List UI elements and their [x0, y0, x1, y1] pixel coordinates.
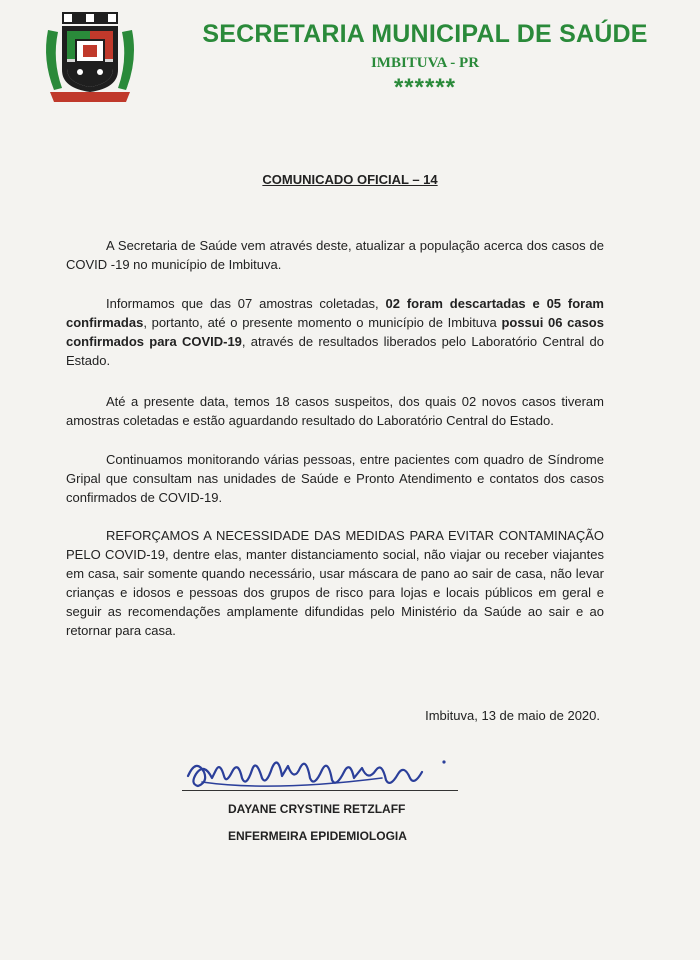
department-title: SECRETARIA MUNICIPAL DE SAÚDE — [202, 20, 648, 48]
header-stars: ****** — [393, 74, 457, 101]
paragraph-intro: A Secretaria de Saúde vem através deste, atualizar a população acerca dos casos de COVID -19 no município de Imbituva. — [66, 238, 604, 272]
paragraph-suspected: Até a presente data, temos 18 casos suspeitos, dos quais 02 novos casos tiveram amostras coletadas e estão aguardando resultado do Laboratório Central do Estado. — [66, 394, 604, 428]
paragraph-samples: Informamos que das 07 amostras coletadas, 02 foram descartadas e 05 foram confirmadas, portanto, até o presente momento o município de Imbituva possui 06 casos confirmados para COVID-19, através de resultados liberados pelo Laboratório Central do Estado. — [66, 296, 605, 368]
signer-role: ENFERMEIRA EPIDEMIOLOGIA — [228, 829, 407, 843]
paragraph-measures: REFORÇAMOS A NECESSIDADE DAS MEDIDAS PARA EVITAR CONTAMINAÇÃO PELO COVID-19, dentre elas, manter distanciamento social, não viajar ou receber viajantes em casa, sair somente quando necessário, usar máscara de pano ao sair de casa, não levar crianças e idosos e pessoas dos grupos de risco para lojas e locais públicos em geral e seguir as recomendações amplamente difundidas pelo Ministério da Saúde ao sair e ao retornar para casa. — [66, 528, 604, 638]
document-title: COMUNICADO OFICIAL – 14 — [262, 172, 438, 187]
coat-of-arms-icon — [40, 10, 140, 105]
city-label: IMBITUVA - PR — [370, 55, 480, 71]
signature-line — [182, 790, 458, 791]
paragraph-monitoring: Continuamos monitorando várias pessoas, entre pacientes com quadro de Síndrome Gripal que consultam nas unidades de Saúde e Pronto Atendimento e contatos dos casos confirmados de COVID-19. — [66, 452, 604, 505]
signer-name: DAYANE CRYSTINE RETZLAFF — [228, 802, 406, 816]
document-date: Imbituva, 13 de maio de 2020. — [425, 708, 600, 723]
